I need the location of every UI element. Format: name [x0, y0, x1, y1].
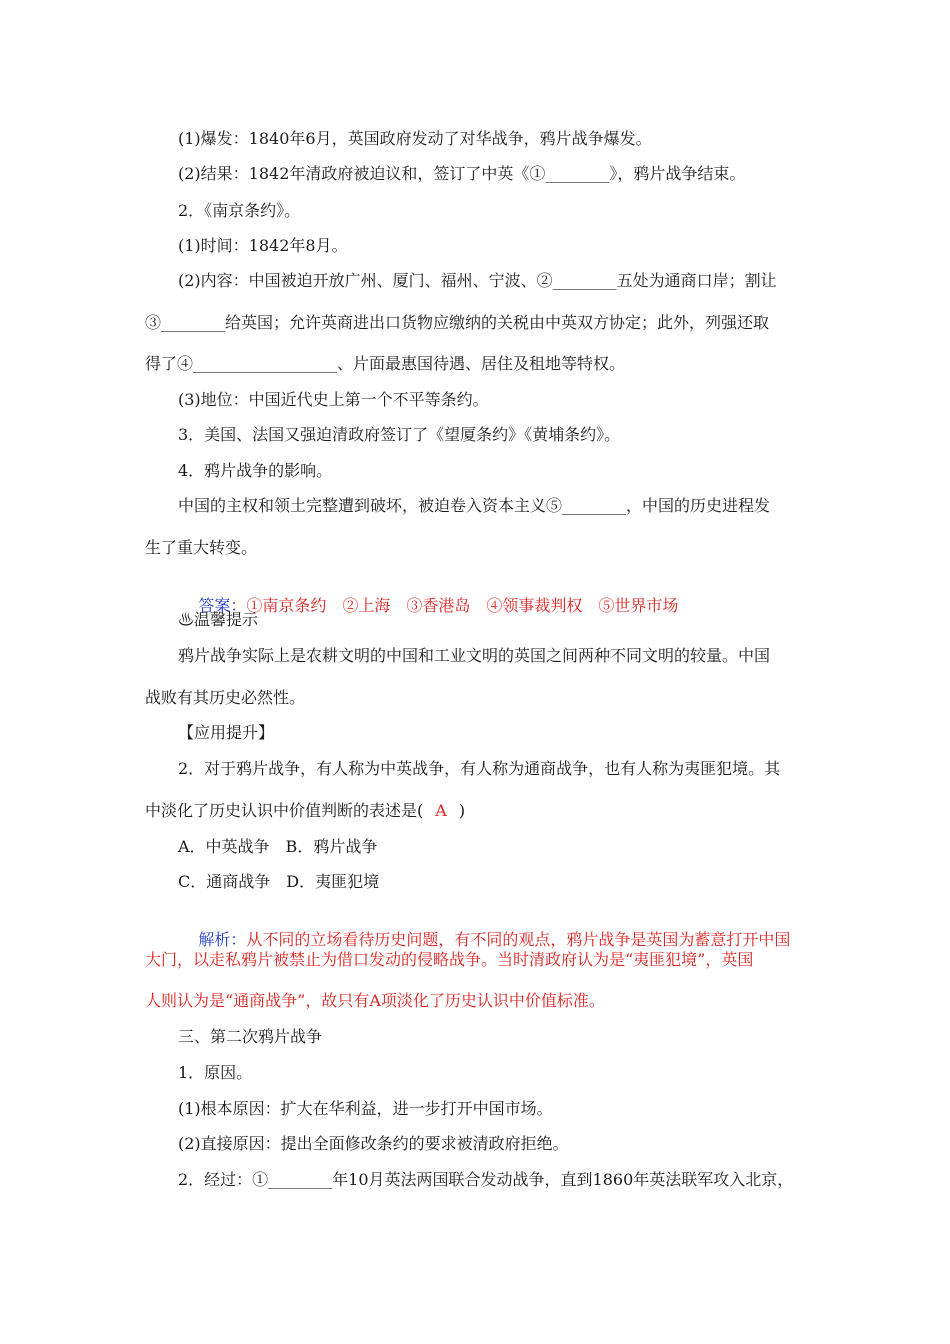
text-line: 4．鸦片战争的影响。 [178, 461, 333, 480]
text-line: ③________给英国；允许英商进出口货物应缴纳的关税由中英双方协定；此外，列强还取 [145, 313, 770, 332]
text-line: 2．经过：①________年10月英法两国联合发动战争，直到1860年英法联军攻入北京， [178, 1170, 794, 1189]
analysis-text: 从不同的立场看待历史问题，有不同的观点，鸦片战争是英国为蓄意打开中国 [246, 930, 791, 949]
text-line: (1)时间：1842年8月。 [178, 236, 348, 255]
section-heading: 【应用提升】 [178, 723, 275, 742]
text-line: 3．美国、法国又强迫清政府签订了《望厦条约》《黄埔条约》。 [178, 425, 621, 444]
tip-text: 鸦片战争实际上是农耕文明的中国和工业文明的英国之间两种不同文明的较量。中国 [178, 646, 771, 665]
text-line: (2)结果：1842年清政府被迫议和，签订了中英《①________》，鸦片战争结束。 [178, 164, 746, 183]
text-line: 中国的主权和领土完整遭到破坏，被迫卷入资本主义⑤________，中国的历史进程发 [178, 496, 771, 515]
question-options: C．通商战争 D．夷匪犯境 [178, 872, 380, 891]
analysis-label: 解析： [198, 930, 247, 949]
text-line: 1．原因。 [178, 1063, 253, 1082]
section-heading: 三、第二次鸦片战争 [178, 1027, 323, 1046]
text-line: (2)内容：中国被迫开放广州、厦门、福州、宁波、②________五处为通商口岸；割让 [178, 271, 777, 290]
question-suffix: ) [458, 801, 466, 820]
question-prefix: 中淡化了历史认识中价值判断的表述是( [145, 801, 424, 820]
answer-text: ①南京条约 ②上海 ③香港岛 ④领事裁判权 ⑤世界市场 [246, 596, 679, 615]
question-options: A．中英战争 B．鸦片战争 [178, 837, 378, 856]
text-line: (1)根本原因：扩大在华利益，进一步打开中国市场。 [178, 1099, 553, 1118]
question-answer: A [435, 801, 447, 820]
tip-title: ♨温馨提示 [178, 610, 259, 629]
question-text: 2．对于鸦片战争，有人称为中英战争，有人称为通商战争，也有人称为夷匪犯境。其 [178, 759, 781, 778]
analysis-text: 大门，以走私鸦片被禁止为借口发动的侵略战争。当时清政府认为是“夷匪犯境”，英国 [145, 950, 754, 969]
answer-label: 答案： [198, 596, 247, 615]
text-line: 得了④__________________、片面最惠国待遇、居住及租地等特权。 [145, 354, 626, 373]
text-line: (3)地位：中国近代史上第一个不平等条约。 [178, 390, 489, 409]
tip-text: 战败有其历史必然性。 [145, 688, 306, 707]
question-text [145, 800, 465, 822]
text-line: (2)直接原因：提出全面修改条约的要求被清政府拒绝。 [178, 1134, 569, 1153]
text-line: 生了重大转变。 [145, 538, 258, 557]
text-line: 2．《南京条约》。 [178, 201, 301, 220]
text-line: (1)爆发：1840年6月，英国政府发动了对华战争，鸦片战争爆发。 [178, 129, 652, 148]
analysis-text: 人则认为是“通商战争”，故只有A项淡化了历史认识中价值标准。 [145, 991, 605, 1010]
